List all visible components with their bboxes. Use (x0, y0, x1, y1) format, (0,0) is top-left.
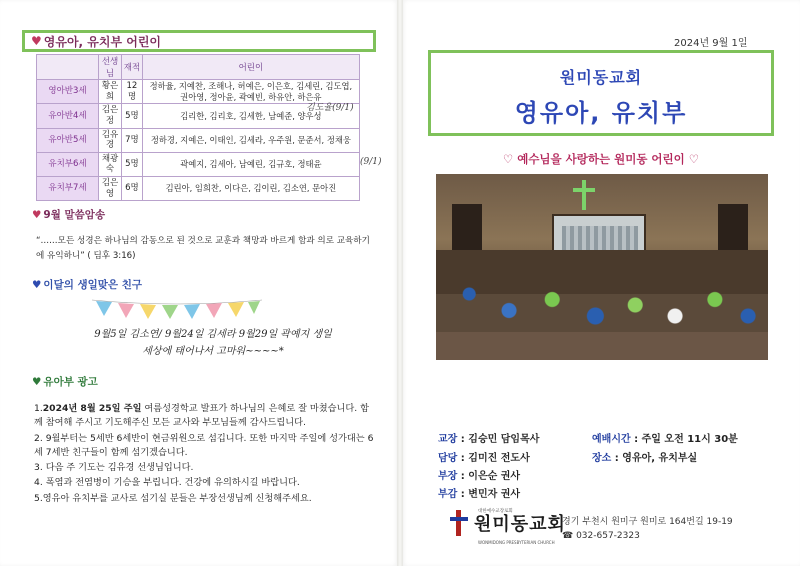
count: 5명 (122, 152, 143, 176)
church-address: 경기 부천시 원미구 원미로 164번길 19-19 (562, 517, 733, 527)
logo-subtitle: 대한예수교장로회 (478, 509, 513, 514)
heart-icon: ♥ (32, 278, 42, 291)
class-table (36, 54, 360, 201)
birthday-list (68, 326, 358, 360)
teacher: 김유경 (99, 128, 122, 152)
list-item (34, 461, 374, 475)
ads-title-text: 유아부 광고 (43, 376, 98, 388)
bulletin-date: 2024년 9월 1일 (674, 38, 748, 49)
info-worship-time: 예배시간 : 주일 오전 11시 30분 (592, 434, 738, 445)
list-item (34, 476, 374, 490)
table-row (37, 128, 360, 152)
table-header: 선생님 (99, 55, 122, 80)
verse-text: “……모든 성경은 하나님의 감동으로 된 것으로 교훈과 책망과 바르게 함과 의로 교육하기에 유익하니” ( 딤후 3:16) (36, 236, 370, 261)
info-value: 주일 오전 11시 30분 (641, 434, 738, 445)
ad-number: 1. (34, 403, 43, 414)
section-class-title (22, 30, 376, 52)
table-header (37, 55, 99, 80)
count: 5명 (122, 104, 143, 128)
ad-text: 다음 주 기도는 김유경 선생님입니다. (42, 462, 194, 473)
table-header: 어린이 (142, 55, 359, 80)
count: 12명 (122, 80, 143, 104)
heart-icon: ♥ (32, 375, 42, 388)
ads-list (34, 402, 374, 507)
motto: ♡ 예수님을 사랑하는 원미동 어린이 ♡ (502, 152, 700, 166)
info-head: 부장 : 이은순 권사 (438, 471, 521, 482)
ads-title (32, 374, 98, 389)
church-phone: ☎ 032-657-2323 (562, 530, 640, 541)
bunting-decoration (92, 298, 262, 320)
heart-icon: ♥ (31, 34, 42, 48)
logo-english: WONMIDONG PRESBYTERIAN CHURCH (478, 540, 555, 545)
page-fold (397, 0, 403, 566)
info-label: 부감 (438, 489, 458, 500)
table-row (37, 152, 360, 176)
info-charge: 담당 : 김미진 전도사 (438, 453, 530, 464)
class-name: 영아반3세 (37, 80, 99, 104)
info-label: 담당 (438, 453, 458, 464)
info-value: 이은순 권사 (468, 471, 521, 482)
teacher: 황은희 (99, 80, 122, 104)
birthday-title (32, 277, 142, 292)
heart-icon: ♥ (32, 208, 42, 221)
info-value: 김미진 전도사 (468, 453, 530, 464)
verse-title (32, 207, 105, 222)
info-value: 김승민 담임목사 (468, 434, 540, 445)
table-header-row (37, 55, 360, 80)
birthday-title-text: 이달의 생일맞은 친구 (43, 279, 143, 291)
info-value: 변민자 권사 (468, 489, 521, 500)
table-row (37, 177, 360, 201)
info-label: 예배시간 (592, 434, 631, 445)
department-title: 영유아, 유치부 (514, 99, 688, 127)
info-value: 영유아, 유치부실 (622, 453, 698, 464)
birthday-line-1: 9월5일 김소연/ 9월24일 김세라 9월29일 곽예지 생일 (94, 329, 332, 340)
title-box (428, 50, 774, 136)
class-name: 유치부7세 (37, 177, 99, 201)
teacher: 김은영 (99, 177, 122, 201)
ad-number: 3. (34, 462, 43, 473)
info-label: 장소 (592, 453, 612, 464)
group-photo (436, 174, 768, 360)
stage-floor (436, 332, 768, 360)
ad-text: 영유아 유치부를 교사로 섬기실 분들은 부장선생님께 신청해주세요. (42, 492, 312, 504)
info-place: 장소 : 영유아, 유치부실 (592, 453, 698, 464)
info-label: 교장 (438, 434, 458, 445)
ad-number: 4. (34, 477, 43, 489)
ad-text: 여름성경학교 발표가 하나님의 은혜로 잘 마쳤습니다. 함께 참여해 주시고 기도해주신 모든 교사와 부모님들께 감사드립니다. (34, 403, 370, 429)
kids-list: 정하경, 지예은, 이태인, 김세라, 우주원, 문준서, 정채웅 (142, 128, 359, 152)
class-name: 유아반4세 (37, 104, 99, 128)
verse-title-text: 9월 말씀암송 (43, 209, 106, 221)
teacher: 김은정 (99, 104, 122, 128)
class-name: 유치부6세 (37, 152, 99, 176)
list-item (34, 492, 374, 506)
kids-list: 곽예지, 김세아, 남예린, 김규호, 정태윤 (142, 152, 359, 176)
teacher: 채광숙 (99, 152, 122, 176)
ad-number: 5. (34, 492, 43, 504)
church-contact (562, 516, 733, 544)
handwritten-note: 김도율(9/1) (306, 103, 354, 113)
ad-text: 폭염과 전염병이 기승을 부립니다. 건강에 유의하시길 바랍니다. (42, 477, 300, 489)
list-item (34, 432, 374, 461)
church-name: 원미동교회 (559, 68, 643, 87)
ad-bold: 2024년 8월 25일 주일 (42, 403, 142, 414)
logo-text: 원미동교회 (474, 514, 566, 535)
cross-icon (582, 180, 586, 210)
kids-list: 정하율, 지예찬, 조해나, 허예은, 이은호, 김세린, 김도엽, 권아영, 정아윤, 곽예빈, 하유안, 하은유 (142, 80, 359, 104)
table-header: 재적 (122, 55, 143, 80)
handwritten-note: (9/1) (360, 157, 382, 167)
list-item (34, 402, 374, 431)
count: 6명 (122, 177, 143, 201)
info-vice: 부감 : 변민자 권사 (438, 489, 521, 500)
kids-list: 김린아, 임희찬, 이다은, 김이린, 김소연, 문아진 (142, 177, 359, 201)
birthday-line-2: 세상에 태어나서 고마워~~~~* (142, 346, 284, 357)
church-logo-icon (450, 510, 468, 536)
info-label: 부장 (438, 471, 458, 482)
kids-list: 김리한, 김리호, 김세한, 남예준, 양우성 (142, 104, 359, 128)
info-principal: 교장 : 김승민 담임목사 (438, 434, 540, 445)
count: 7명 (122, 128, 143, 152)
class-name: 유아반5세 (37, 128, 99, 152)
ad-number: 2. (34, 432, 43, 444)
section-class-title-text: 영유아, 유치부 어린이 (43, 34, 162, 49)
church-logo (450, 510, 566, 536)
ad-text: 9월부터는 5세반 6세반이 현금위원으로 섬깁니다. 또한 마지막 주일에 성가대는 6세 7세반 친구들이 함께 섬기겠습니다. (34, 432, 374, 458)
